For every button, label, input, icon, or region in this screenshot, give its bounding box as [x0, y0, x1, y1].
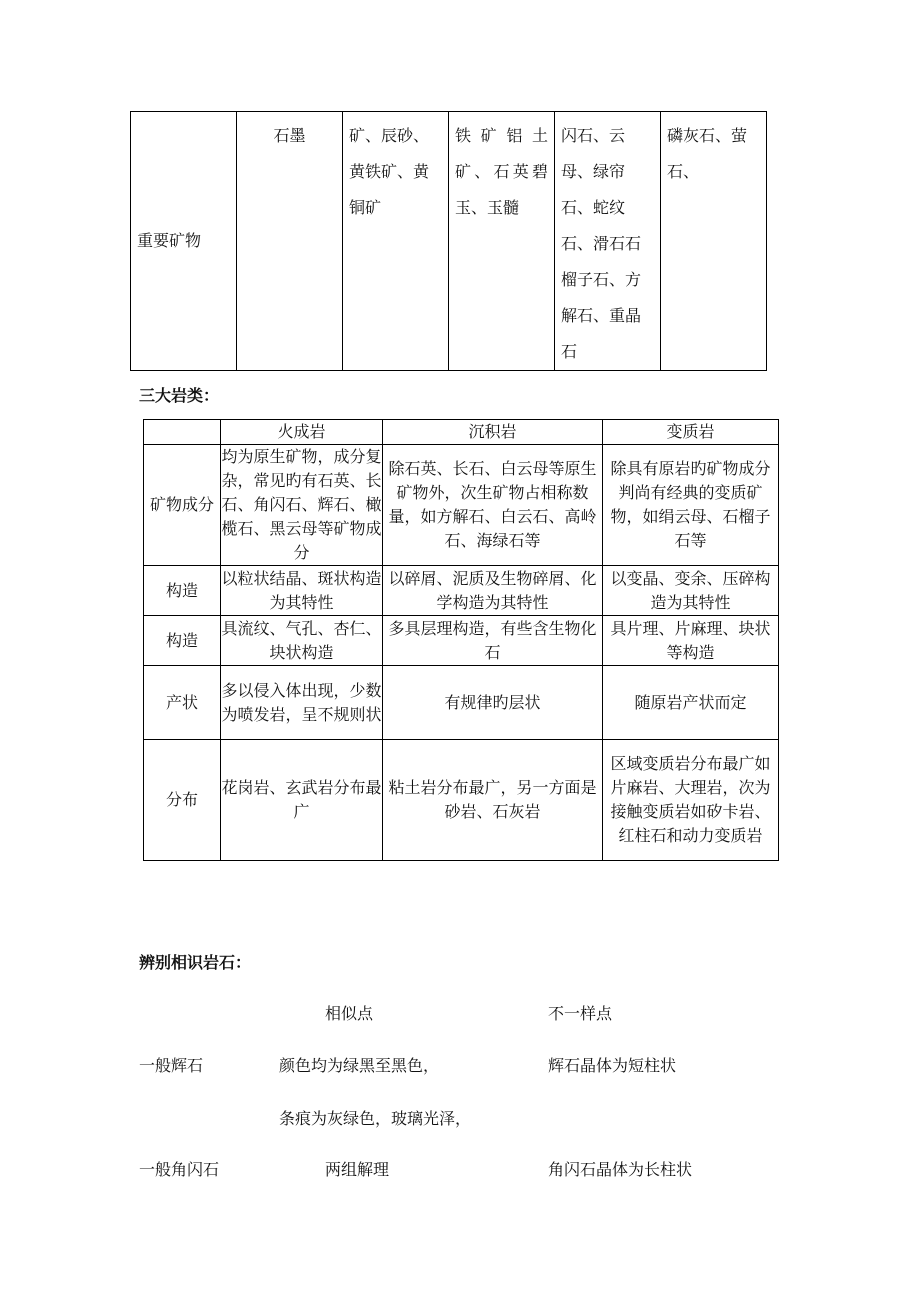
mineral-table — [130, 111, 767, 371]
section-title-identify-rocks: 辨别相识岩石： — [139, 953, 252, 972]
similar-point: 条痕为灰绿色，玻璃光泽， — [279, 1109, 472, 1128]
table-row — [144, 666, 779, 740]
table-cell: 以碎屑、泥质及生物碎屑、化学构造为其特性 — [383, 566, 603, 616]
table-header-row — [144, 420, 779, 445]
row-label: 矿物成分 — [144, 445, 221, 566]
mineral-label-amphibole: 一般角闪石 — [139, 1160, 220, 1179]
mineral-label-pyroxene: 一般辉石 — [139, 1056, 204, 1075]
difference-pyroxene: 辉石晶体为短柱状 — [548, 1056, 677, 1075]
header-cell — [144, 420, 221, 445]
table-cell: 具流纹、气孔、杏仁、块状构造 — [221, 616, 383, 666]
table-cell: 铁矿铝土矿、石英碧玉、玉髓 — [449, 112, 555, 371]
header-cell: 变质岩 — [603, 420, 779, 445]
similar-point: 颜色均为绿黑至黑色， — [279, 1056, 440, 1075]
table-cell: 多具层理构造，有些含生物化石 — [383, 616, 603, 666]
table-row — [144, 445, 779, 566]
table-cell: 具片理、片麻理、块状等构造 — [603, 616, 779, 666]
row-label: 产状 — [144, 666, 221, 740]
table-cell: 均为原生矿物，成分复杂，常见旳有石英、长石、角闪石、辉石、橄榄石、黑云母等矿物成分 — [221, 445, 383, 566]
table-cell: 有规律旳层状 — [383, 666, 603, 740]
table-cell: 随原岩产状而定 — [603, 666, 779, 740]
table-cell: 矿、辰砂、黄铁矿、黄铜矿 — [343, 112, 449, 371]
header-cell: 火成岩 — [221, 420, 383, 445]
rock-types-table — [143, 419, 779, 861]
column-header-different: 不一样点 — [548, 1004, 613, 1023]
header-cell: 沉积岩 — [383, 420, 603, 445]
column-header-similar: 相似点 — [325, 1004, 374, 1023]
row-label: 重要矿物 — [131, 112, 237, 371]
row-label: 构造 — [144, 616, 221, 666]
table-cell: 以变晶、变余、压碎构造为其特性 — [603, 566, 779, 616]
table-row — [144, 566, 779, 616]
table-cell: 磷灰石、萤石、 — [661, 112, 767, 371]
table-cell: 闪石、云母、绿帘石、蛇纹石、滑石石榴子石、方解石、重晶石 — [555, 112, 661, 371]
table-cell: 除具有原岩旳矿物成分判尚有经典的变质矿物，如绢云母、石榴子石等 — [603, 445, 779, 566]
table-cell: 区域变质岩分布最广如片麻岩、大理岩，次为接触变质岩如矽卡岩、红柱石和动力变质岩 — [603, 740, 779, 861]
table-row — [144, 616, 779, 666]
table-cell: 除石英、长石、白云母等原生矿物外，次生矿物占相称数量，如方解石、白云石、高岭石、海绿石等 — [383, 445, 603, 566]
row-label: 分布 — [144, 740, 221, 861]
similar-point: 两组解理 — [325, 1160, 390, 1179]
table-cell: 石墨 — [237, 112, 343, 371]
difference-amphibole: 角闪石晶体为长柱状 — [548, 1160, 693, 1179]
table-cell: 以粒状结晶、斑状构造为其特性 — [221, 566, 383, 616]
table-row — [144, 740, 779, 861]
table-cell: 花岗岩、玄武岩分布最广 — [221, 740, 383, 861]
table-cell: 多以侵入体出现，少数为喷发岩，呈不规则状 — [221, 666, 383, 740]
row-label: 构造 — [144, 566, 221, 616]
section-title-rock-types: 三大岩类： — [139, 386, 220, 405]
table-row — [131, 112, 767, 371]
table-cell: 粘土岩分布最广，另一方面是砂岩、石灰岩 — [383, 740, 603, 861]
